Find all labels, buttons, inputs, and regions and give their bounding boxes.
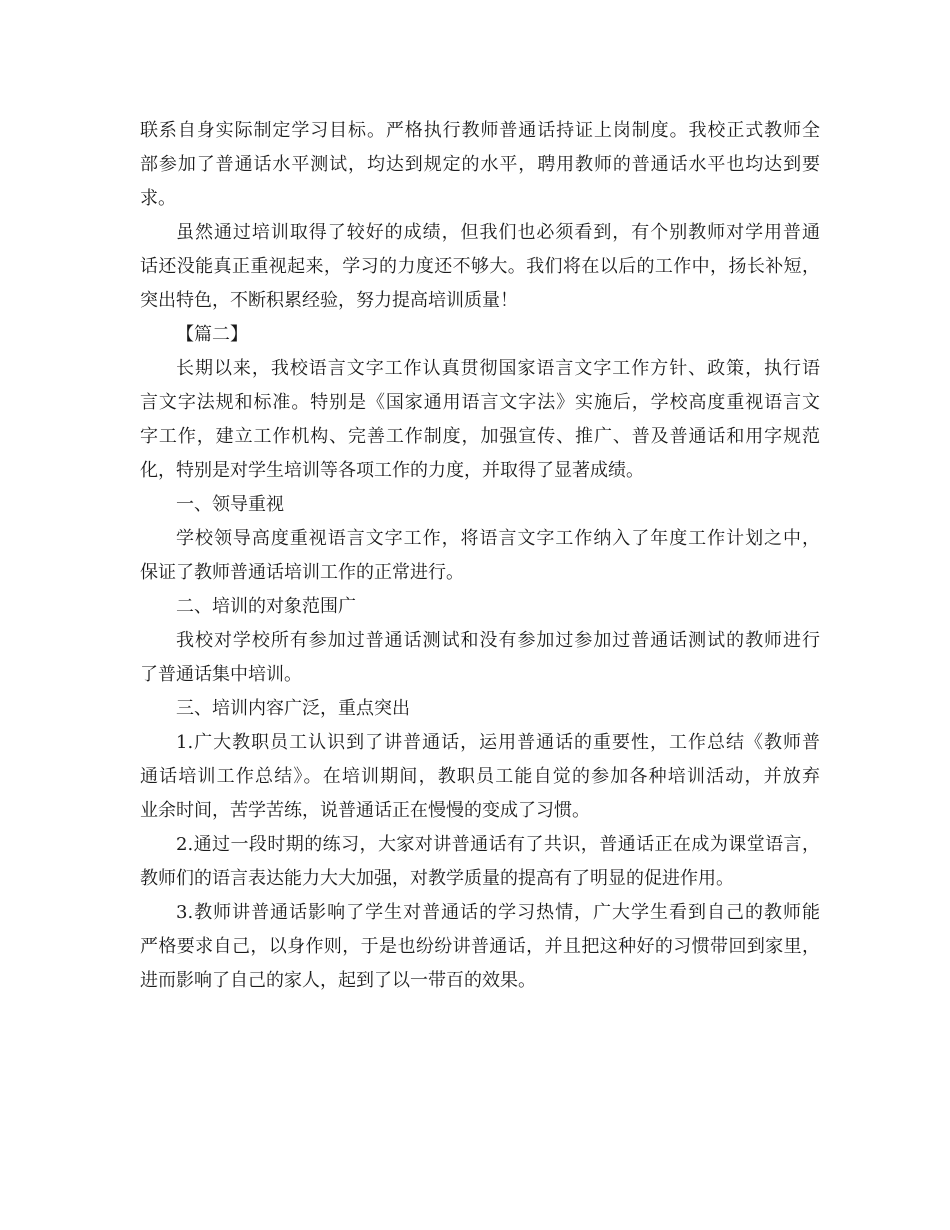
text-line: 学校领导高度重视语言文字工作，将语言文字工作纳入了年度工作计划之中，	[176, 528, 820, 549]
text-line: 突出特色，不断积累经验，努力提高培训质量！	[140, 290, 518, 311]
text-line: 话还没能真正重视起来，学习的力度还不够大。我们将在以后的工作中，扬长补短，	[140, 256, 820, 277]
text-line: 言文字法规和标准。特别是《国家通用语言文字法》实施后，学校高度重视语言文	[140, 392, 820, 413]
text-line: 一、领导重视	[176, 494, 284, 515]
text-line: 3.教师讲普通话影响了学生对普通话的学习热情，广大学生看到自己的教师能	[176, 902, 820, 923]
text-line: 教师们的语言表达能力大大加强，对教学质量的提高有了明显的促进作用。	[140, 868, 734, 889]
text-line: 了普通话集中培训。	[140, 664, 302, 685]
text-line: 保证了教师普通话培训工作的正常进行。	[140, 562, 464, 583]
text-line: 虽然通过培训取得了较好的成绩，但我们也必须看到，有个别教师对学用普通	[176, 222, 820, 243]
text-line: 2.通过一段时期的练习，大家对讲普通话有了共识，普通话正在成为课堂语言，	[176, 834, 820, 855]
text-line: 【篇二】	[176, 324, 248, 345]
text-line: 二、培训的对象范围广	[176, 596, 356, 617]
text-line: 三、培训内容广泛，重点突出	[176, 698, 410, 719]
text-line: 通话培训工作总结》。在培训期间，教职员工能自觉的参加各种培训活动，并放弃	[140, 766, 820, 787]
text-line: 联系自身实际制定学习目标。严格执行教师普通话持证上岗制度。我校正式教师全	[140, 120, 820, 141]
text-line: 进而影响了自己的家人，起到了以一带百的效果。	[140, 970, 536, 991]
text-line: 我校对学校所有参加过普通话测试和没有参加过参加过普通话测试的教师进行	[176, 630, 820, 651]
text-line: 1.广大教职员工认识到了讲普通话，运用普通话的重要性，工作总结《教师普	[176, 732, 820, 753]
text-line: 求。	[140, 188, 176, 209]
text-line: 长期以来，我校语言文字工作认真贯彻国家语言文字工作方针、政策，执行语	[176, 358, 820, 379]
document-body	[140, 114, 820, 998]
text-line: 字工作，建立工作机构、完善工作制度，加强宣传、推广、普及普通话和用字规范	[140, 426, 820, 447]
text-line: 化，特别是对学生培训等各项工作的力度，并取得了显著成绩。	[140, 460, 644, 481]
text-line: 严格要求自己，以身作则，于是也纷纷讲普通话，并且把这种好的习惯带回到家里，	[140, 936, 820, 957]
text-line: 部参加了普通话水平测试，均达到规定的水平，聘用教师的普通话水平也均达到要	[140, 154, 820, 175]
text-line: 业余时间，苦学苦练，说普通话正在慢慢的变成了习惯。	[140, 800, 590, 821]
